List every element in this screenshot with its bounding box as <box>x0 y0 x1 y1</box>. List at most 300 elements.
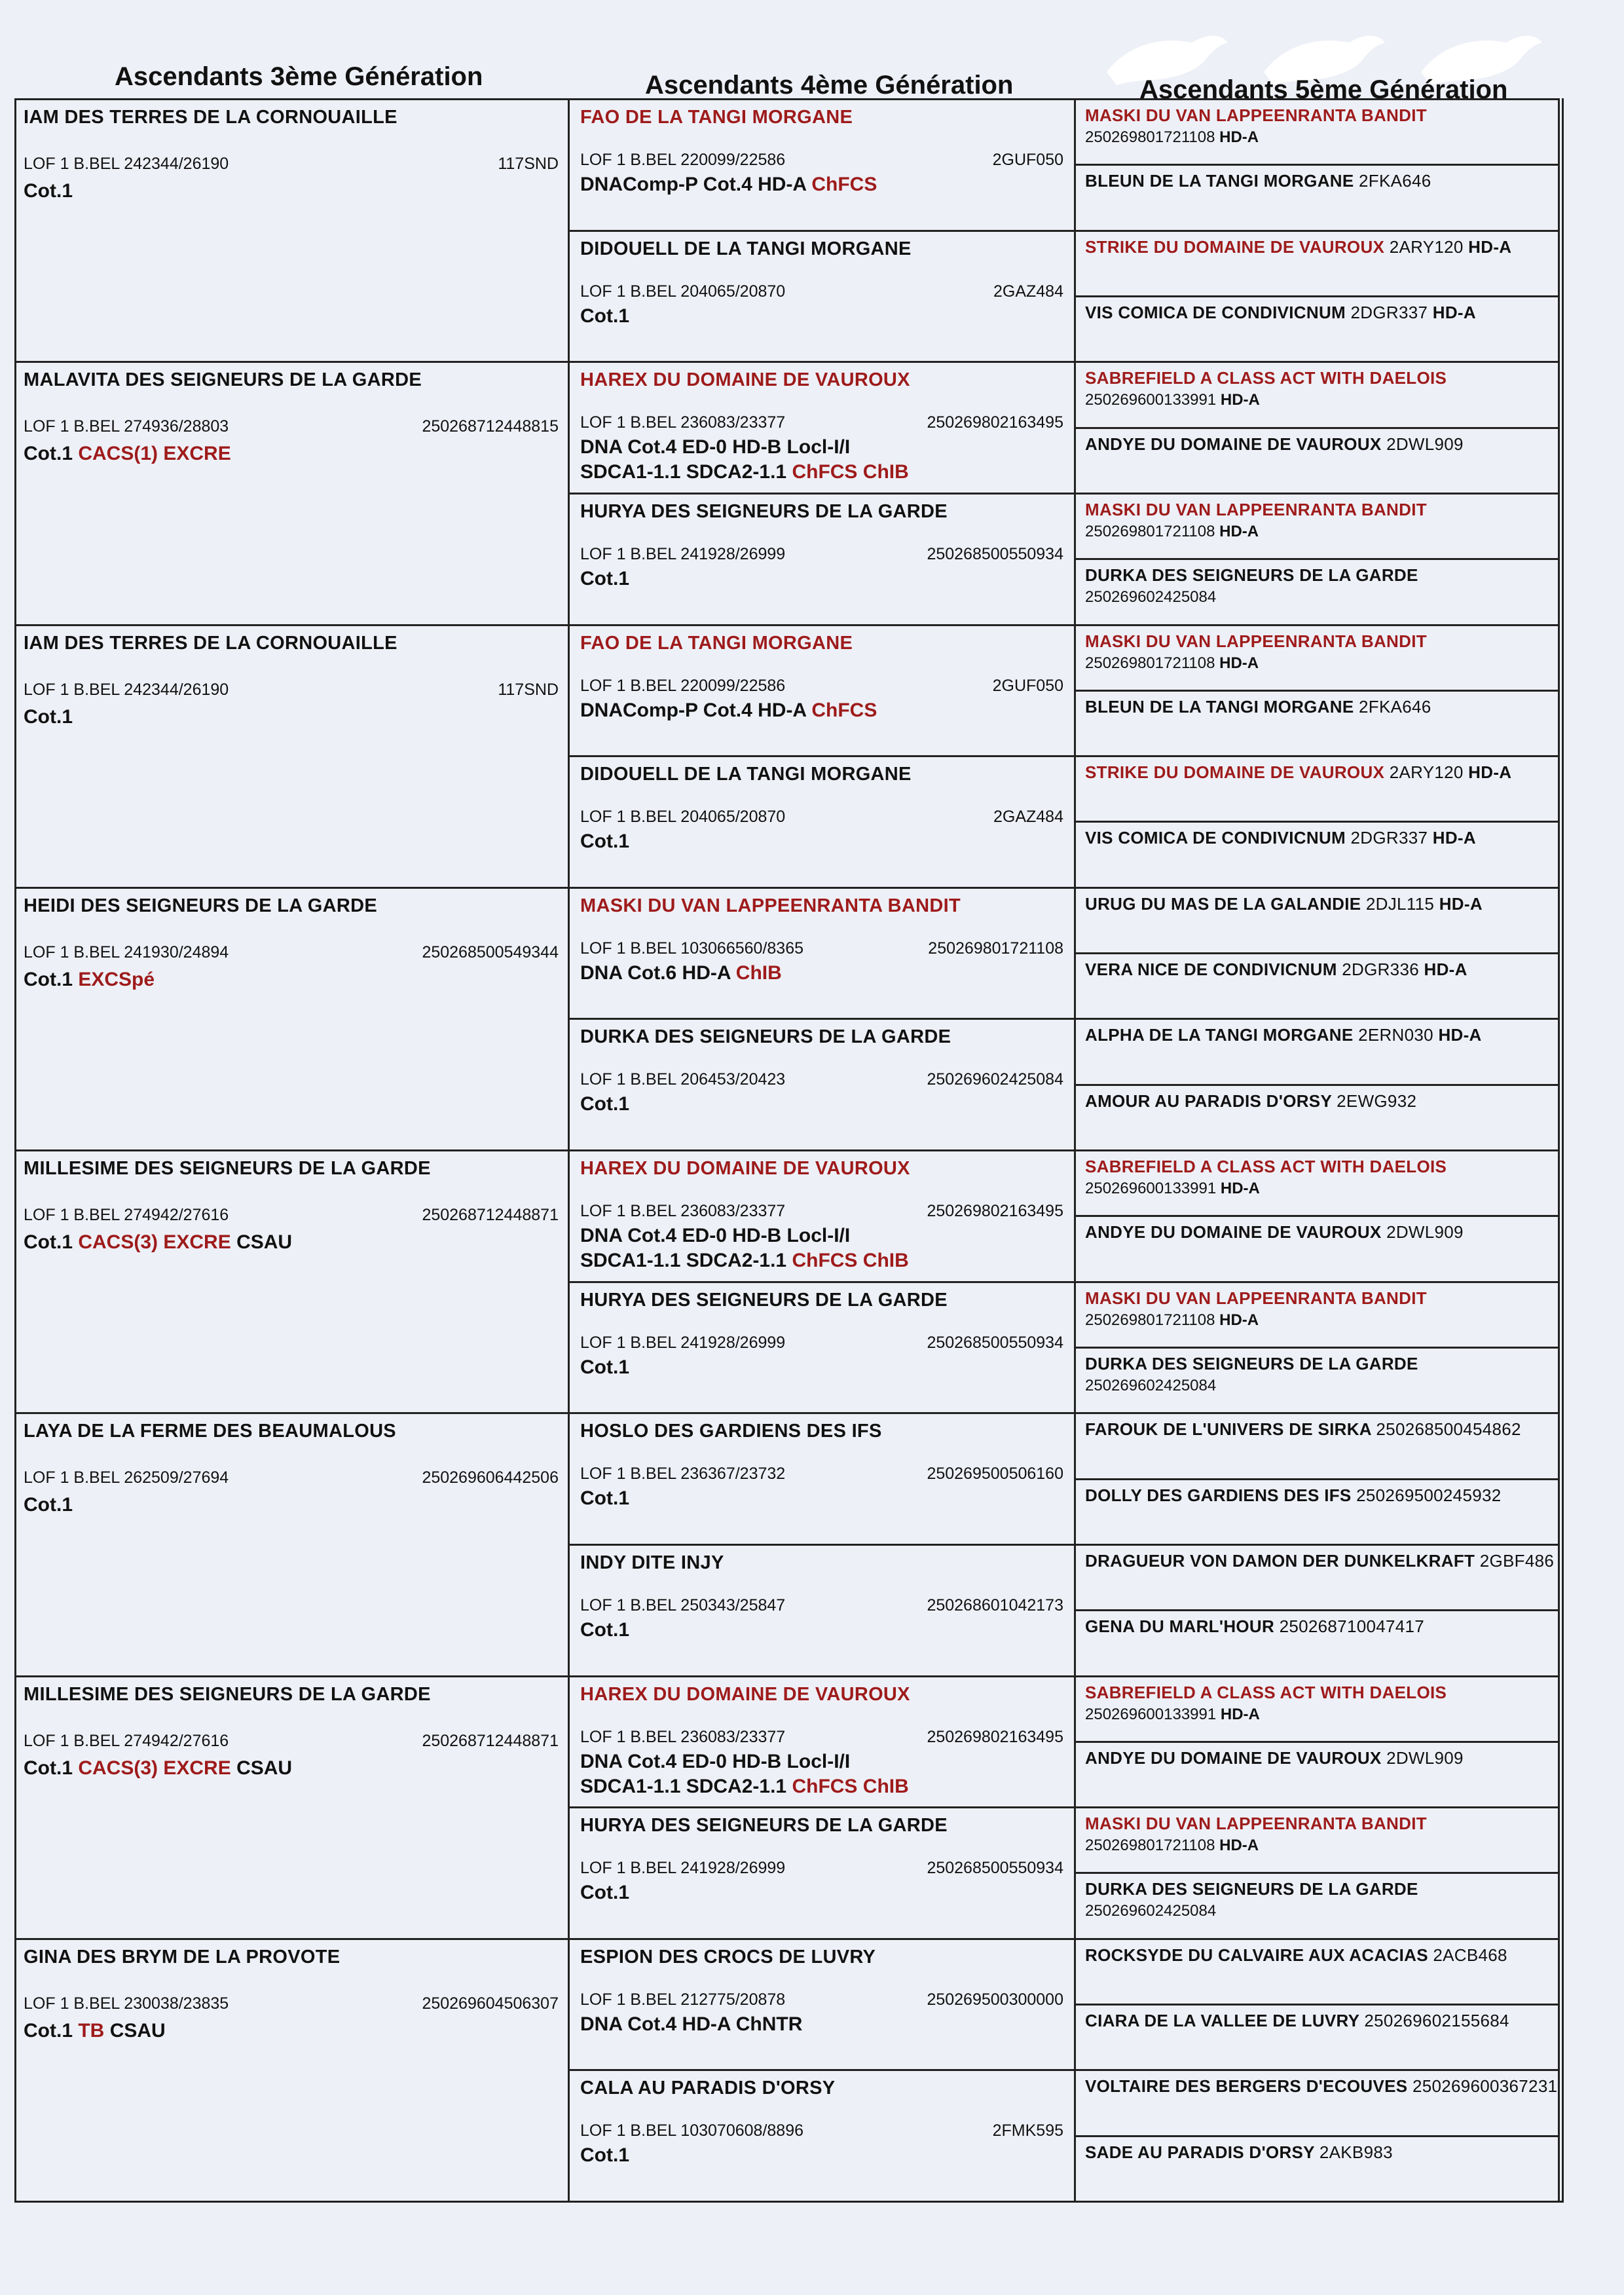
extra-award: CSAU <box>236 1231 293 1253</box>
gen3-cell <box>14 1675 570 1938</box>
dog-name: DURKA DES SEIGNEURS DE LA GARDE <box>1085 1879 1418 1899</box>
identification: 250269500506160 <box>927 1465 1063 1483</box>
dog-name-line <box>1085 1025 1549 1045</box>
health-results: Cot.1 <box>580 1882 629 1904</box>
dog-name: MASKI DU VAN LAPPEENRANTA BANDIT <box>1085 1288 1427 1308</box>
gen4-cell <box>570 2069 1074 2201</box>
health-results: DNA Cot.4 ED-0 HD-B Locl-I/I <box>580 1225 851 1246</box>
registration-line <box>580 282 1063 301</box>
lof-number: LOF 1 B.BEL 204065/20870 <box>580 282 786 301</box>
gen5-cell <box>1074 1347 1560 1412</box>
identification: 2ARY120 <box>1389 236 1464 257</box>
identification: 250269602425084 <box>1085 1376 1217 1394</box>
gen5-cell <box>1074 952 1560 1018</box>
gen5-cell <box>1074 690 1560 755</box>
dog-name: BLEUN DE LA TANGI MORGANE <box>1085 171 1354 191</box>
cotation: Cot.1 <box>24 1757 73 1779</box>
sub-line <box>1085 391 1549 409</box>
identification: 250269500245932 <box>1356 1485 1502 1505</box>
cotation: Cot.1 <box>24 2019 73 2042</box>
identification: 2DWL909 <box>1386 434 1464 454</box>
health-results: Cot.1 <box>580 1487 629 1510</box>
awards: ChFCS ChIB <box>792 1775 909 1797</box>
lof-number: LOF 1 B.BEL 274942/27616 <box>24 1731 229 1750</box>
gen5-cell <box>1074 164 1560 229</box>
registration-line <box>580 2121 1063 2140</box>
hip-score: HD-A <box>1219 654 1259 672</box>
registration-line <box>580 1465 1063 1483</box>
hip-score: HD-A <box>1220 1705 1260 1723</box>
titles-line <box>580 174 1063 196</box>
header-gen4: Ascendants 4ème Génération <box>645 71 1014 100</box>
dog-name-line <box>1085 500 1549 520</box>
lof-number: LOF 1 B.BEL 241928/26999 <box>580 1859 786 1878</box>
identification: 2AKB983 <box>1319 2142 1393 2162</box>
dog-name-line <box>1085 2076 1558 2097</box>
gen5-cell <box>1074 1741 1560 1806</box>
dog-name-line <box>1085 1683 1549 1703</box>
titles-line <box>24 1231 559 1254</box>
dog-name-line <box>1085 565 1549 586</box>
identification: 2ACB468 <box>1433 1945 1507 1965</box>
registration-line <box>24 1732 559 1751</box>
dog-name-line <box>1085 2011 1549 2031</box>
dog-name: FAO DE LA TANGI MORGANE <box>580 107 853 128</box>
registration-line <box>580 1728 1063 1747</box>
identification: 250269802163495 <box>927 1727 1063 1746</box>
identification: 250268500550934 <box>927 1859 1063 1878</box>
identification: 2DWL909 <box>1386 1747 1464 1768</box>
dog-name-line <box>1085 1091 1549 1111</box>
dog-name: URUG DU MAS DE LA GALANDIE <box>1085 893 1361 914</box>
hip-score: HD-A <box>1468 236 1512 257</box>
dog-name: SABREFIELD A CLASS ACT WITH DAELOIS <box>1085 1682 1447 1702</box>
lof-number: LOF 1 B.BEL 262509/27694 <box>24 1468 229 1487</box>
gen5-cell <box>1074 1872 1560 1937</box>
titles-line-2 <box>580 1250 1063 1272</box>
dog-name: DIDOUELL DE LA TANGI MORGANE <box>580 764 912 785</box>
identification: 250269602155684 <box>1364 2011 1509 2031</box>
gen3-cell <box>14 887 570 1149</box>
health-results: Cot.1 <box>580 1356 629 1378</box>
lof-number: LOF 1 B.BEL 220099/22586 <box>580 151 786 169</box>
gen4-cell <box>570 624 1074 756</box>
dog-name: FAO DE LA TANGI MORGANE <box>580 632 853 654</box>
dog-name: SABREFIELD A CLASS ACT WITH DAELOIS <box>1085 368 1447 388</box>
lof-number: LOF 1 B.BEL 274936/28803 <box>24 417 229 436</box>
awards: ChFCS <box>811 699 877 721</box>
gen4-cell <box>570 755 1074 887</box>
titles-line <box>24 706 559 728</box>
lof-number: LOF 1 B.BEL 236083/23377 <box>580 1202 786 1220</box>
dog-name-line <box>1085 762 1549 783</box>
dog-name: MASKI DU VAN LAPPEENRANTA BANDIT <box>1085 105 1427 125</box>
dog-name: MASKI DU VAN LAPPEENRANTA BANDIT <box>1085 631 1427 651</box>
health-results: DNAComp-P Cot.4 HD-A <box>580 174 806 195</box>
cotation: Cot.1 <box>24 968 73 990</box>
titles-line <box>580 1487 1063 1510</box>
dog-name-line <box>1085 368 1549 388</box>
lof-number: LOF 1 B.BEL 274942/27616 <box>24 1206 229 1224</box>
dog-name: CALA AU PARADIS D'ORSY <box>580 2078 836 2099</box>
gen5-cell <box>1074 1478 1560 1544</box>
hip-score: HD-A <box>1432 302 1476 322</box>
dog-name-line <box>1085 631 1549 652</box>
dog-name: GINA DES BRYM DE LA PROVOTE <box>24 1946 341 1968</box>
gen4-cell <box>570 1675 1074 1807</box>
identification: 250269602425084 <box>1085 1902 1217 1920</box>
gen4-cell <box>570 1018 1074 1149</box>
dog-name: HEIDI DES SEIGNEURS DE LA GARDE <box>24 895 377 916</box>
gen4-cell <box>570 1412 1074 1544</box>
dog-name-line <box>1085 1222 1549 1242</box>
titles-line <box>580 1751 1063 1773</box>
hip-score: HD-A <box>1432 828 1476 848</box>
gen5-cell <box>1074 1149 1560 1215</box>
cotation: Cot.1 <box>24 705 73 728</box>
lof-number: LOF 1 B.BEL 236083/23377 <box>580 413 786 432</box>
identification: 2GUF050 <box>992 676 1063 695</box>
dog-name-line <box>1085 894 1549 914</box>
sub-line <box>1085 1706 1549 1724</box>
lof-number: LOF 1 B.BEL 230038/23835 <box>24 1994 229 2013</box>
gen5-cell <box>1074 230 1560 295</box>
titles-line-2 <box>580 461 1063 483</box>
gen5-cell <box>1074 1412 1560 1478</box>
lof-number: LOF 1 B.BEL 242344/26190 <box>24 155 229 173</box>
gen5-cell <box>1074 1806 1560 1872</box>
registration-line <box>24 943 559 962</box>
gen4-cell <box>570 1938 1074 2070</box>
titles-line <box>580 305 1063 327</box>
hip-score: HD-A <box>1424 960 1467 980</box>
dog-name: VIS COMICA DE CONDIVICNUM <box>1085 828 1346 848</box>
gen5-cell <box>1074 1609 1560 1675</box>
gen4-cell <box>570 361 1074 493</box>
identification: 2GAZ484 <box>993 282 1063 301</box>
titles-line <box>580 1619 1063 1641</box>
identification: 250269500300000 <box>927 1990 1063 2009</box>
gen4-cell <box>570 98 1074 230</box>
health-results: Cot.1 <box>580 1618 629 1641</box>
health-results: DNA Cot.4 ED-0 HD-B Locl-I/I <box>580 436 851 458</box>
gen5-cell <box>1074 1215 1560 1280</box>
gen5-cell <box>1074 2069 1560 2135</box>
genetic-results: SDCA1-1.1 SDCA2-1.1 <box>580 461 787 483</box>
dog-name: SADE AU PARADIS D'ORSY <box>1085 2142 1315 2162</box>
dog-name: VERA NICE DE CONDIVICNUM <box>1085 960 1337 980</box>
registration-line <box>580 939 1063 958</box>
header-gen5: Ascendants 5ème Génération <box>1139 75 1508 104</box>
dog-name-line <box>1085 697 1549 717</box>
registration-line <box>580 677 1063 696</box>
gen5-cell <box>1074 887 1560 952</box>
cotation: Cot.1 <box>24 443 73 465</box>
registration-line <box>580 545 1063 564</box>
lof-number: LOF 1 B.BEL 242344/26190 <box>24 680 229 699</box>
dog-name: MILLESIME DES SEIGNEURS DE LA GARDE <box>24 1158 431 1179</box>
lof-number: LOF 1 B.BEL 236367/23732 <box>580 1465 786 1483</box>
dog-name-line <box>1085 1748 1549 1768</box>
titles-line <box>580 1093 1063 1115</box>
titles-line <box>24 1494 559 1516</box>
dog-name-line <box>1085 237 1549 257</box>
identification: 2DGR337 <box>1350 828 1428 848</box>
identification: 250268500549344 <box>422 942 559 961</box>
dog-name-line <box>1085 1485 1549 1506</box>
dog-name: ANDYE DU DOMAINE DE VAUROUX <box>1085 1747 1382 1768</box>
registration-line <box>580 1334 1063 1353</box>
dog-name-line <box>1085 303 1549 323</box>
sub-line <box>1085 128 1549 147</box>
awards: CACS(3) EXCRE <box>78 1757 231 1779</box>
identification: 2FMK595 <box>992 2121 1063 2140</box>
identification: 250269600367231 <box>1412 2076 1558 2097</box>
registration-line <box>580 1596 1063 1615</box>
awards: ChFCS ChIB <box>792 461 909 483</box>
lof-number: LOF 1 B.BEL 241928/26999 <box>580 1333 786 1352</box>
gen5-cell <box>1074 821 1560 886</box>
titles-line <box>580 830 1063 853</box>
titles-line <box>24 969 559 991</box>
dog-name: INDY DITE INJY <box>580 1552 724 1573</box>
identification: 250269801721108 <box>1085 654 1215 672</box>
identification: 2DJL115 <box>1365 893 1435 914</box>
dog-name-line <box>1085 1945 1549 1966</box>
gen3-cell <box>14 1149 570 1412</box>
identification: 250268601042173 <box>927 1595 1063 1614</box>
dog-name-line <box>1085 1288 1549 1309</box>
health-results: Cot.1 <box>580 567 629 589</box>
dog-name: MALAVITA DES SEIGNEURS DE LA GARDE <box>24 369 422 391</box>
sub-line <box>1085 654 1549 673</box>
dog-name-line <box>1085 960 1549 980</box>
registration-line <box>24 681 559 700</box>
gen3-cell <box>14 1412 570 1675</box>
titles-line <box>580 436 1063 458</box>
titles-line-2 <box>580 1776 1063 1798</box>
identification: 250268500550934 <box>927 544 1063 563</box>
titles-line <box>24 180 559 202</box>
gen4-cell <box>570 230 1074 362</box>
lof-number: LOF 1 B.BEL 103070608/8896 <box>580 2121 804 2140</box>
dog-name: MILLESIME DES SEIGNEURS DE LA GARDE <box>24 1683 431 1705</box>
genetic-results: SDCA1-1.1 SDCA2-1.1 <box>580 1775 787 1797</box>
gen5-cell <box>1074 755 1560 821</box>
health-results: DNA Cot.4 ED-0 HD-B Locl-I/I <box>580 1750 851 1772</box>
registration-line <box>580 151 1063 170</box>
titles-line <box>580 962 1063 984</box>
gen5-cell <box>1074 427 1560 493</box>
identification: 250269802163495 <box>927 1202 1063 1220</box>
identification: 250269801721108 <box>1085 1311 1215 1329</box>
gen4-cell <box>570 887 1074 1018</box>
dog-name-line <box>1085 828 1549 848</box>
awards: CACS(1) EXCRE <box>78 443 231 465</box>
hip-score: HD-A <box>1220 391 1260 409</box>
dog-name: ANDYE DU DOMAINE DE VAUROUX <box>1085 434 1382 454</box>
identification: 2EWG932 <box>1337 1091 1417 1111</box>
gen3-cell <box>14 1938 570 2201</box>
dog-name: ANDYE DU DOMAINE DE VAUROUX <box>1085 1222 1382 1242</box>
dog-name-line <box>1085 1419 1549 1440</box>
identification: 250269600133991 <box>1085 1705 1217 1723</box>
dog-name-line <box>1085 434 1549 455</box>
registration-line <box>24 1994 559 2013</box>
sub-line <box>1085 523 1549 541</box>
dog-name: CIARA DE LA VALLEE DE LUVRY <box>1085 2011 1359 2031</box>
health-results: Cot.1 <box>580 305 629 327</box>
gen3-cell <box>14 624 570 887</box>
lof-number: LOF 1 B.BEL 204065/20870 <box>580 808 786 827</box>
identification: 117SND <box>498 680 559 699</box>
registration-line <box>24 155 559 174</box>
lof-number: LOF 1 B.BEL 206453/20423 <box>580 1070 786 1089</box>
health-results: Cot.1 <box>580 1093 629 1115</box>
awards: EXCSpé <box>78 968 155 990</box>
dog-name: HURYA DES SEIGNEURS DE LA GARDE <box>580 500 948 522</box>
dog-name: STRIKE DU DOMAINE DE VAUROUX <box>1085 762 1385 783</box>
titles-line <box>580 2013 1063 2036</box>
gen3-cell <box>14 361 570 624</box>
dog-name: ROCKSYDE DU CALVAIRE AUX ACACIAS <box>1085 1945 1428 1965</box>
gen5-cell <box>1074 624 1560 690</box>
identification: 2ARY120 <box>1389 762 1464 783</box>
health-results: DNA Cot.4 HD-A ChNTR <box>580 2013 803 2035</box>
registration-line <box>580 808 1063 827</box>
dog-name-line <box>1085 171 1549 191</box>
hip-score: HD-A <box>1468 762 1512 783</box>
dog-name: HURYA DES SEIGNEURS DE LA GARDE <box>580 1289 948 1311</box>
titles-line <box>24 1757 559 1780</box>
identification: 250269604506307 <box>422 1994 559 2013</box>
dog-name-line <box>1085 1550 1555 1571</box>
gen5-cell <box>1074 2135 1560 2201</box>
gen5-cell <box>1074 361 1560 426</box>
health-results: Cot.1 <box>580 2144 629 2167</box>
health-results: DNA Cot.6 HD-A <box>580 961 731 984</box>
sub-line <box>1085 1837 1549 1855</box>
identification: 2ERN030 <box>1358 1025 1433 1045</box>
dog-name: LAYA DE LA FERME DES BEAUMALOUS <box>24 1421 396 1442</box>
header-gen3: Ascendants 3ème Génération <box>115 62 483 91</box>
identification: 117SND <box>498 155 559 173</box>
registration-line <box>580 1070 1063 1089</box>
identification: 250268500550934 <box>927 1333 1063 1352</box>
identification: 2DWL909 <box>1386 1222 1464 1242</box>
identification: 250269606442506 <box>422 1468 559 1487</box>
identification: 250268712448871 <box>422 1206 559 1224</box>
identification: 250269600133991 <box>1085 391 1217 409</box>
dog-name: MASKI DU VAN LAPPEENRANTA BANDIT <box>1085 499 1427 519</box>
awards: CACS(3) EXCRE <box>78 1231 231 1253</box>
dog-name-line <box>1085 1157 1549 1177</box>
sub-line <box>1085 1180 1549 1198</box>
awards: TB <box>78 2019 105 2042</box>
dog-name: DURKA DES SEIGNEURS DE LA GARDE <box>580 1026 951 1048</box>
gen5-cell <box>1074 98 1560 164</box>
registration-line <box>24 417 559 436</box>
identification: 250269801721108 <box>1085 1837 1215 1855</box>
gen4-cell <box>570 493 1074 624</box>
dog-name: AMOUR AU PARADIS D'ORSY <box>1085 1091 1332 1111</box>
titles-line <box>580 1225 1063 1247</box>
identification: 2DGR337 <box>1350 302 1428 322</box>
hip-score: HD-A <box>1438 1025 1482 1045</box>
identification: 2DGR336 <box>1342 960 1419 980</box>
awards: ChIB <box>735 961 782 984</box>
titles-line <box>580 700 1063 722</box>
identification: 250268710047417 <box>1279 1616 1425 1637</box>
dog-name: FAROUK DE L'UNIVERS DE SIRKA <box>1085 1419 1371 1440</box>
health-results: Cot.1 <box>580 830 629 853</box>
gen5-cell <box>1074 558 1560 624</box>
lof-number: LOF 1 B.BEL 220099/22586 <box>580 676 786 695</box>
sub-line <box>1085 588 1549 606</box>
hip-score: HD-A <box>1439 893 1483 914</box>
dog-name-line <box>1085 2142 1549 2163</box>
titles-line <box>580 2144 1063 2167</box>
dog-name: DIDOUELL DE LA TANGI MORGANE <box>580 238 912 259</box>
sub-line <box>1085 1311 1549 1330</box>
lof-number: LOF 1 B.BEL 212775/20878 <box>580 1990 786 2009</box>
dog-name: DOLLY DES GARDIENS DES IFS <box>1085 1485 1352 1505</box>
dog-name: HAREX DU DOMAINE DE VAUROUX <box>580 369 910 391</box>
gen4-cell <box>570 1544 1074 1675</box>
identification: 250269600133991 <box>1085 1180 1217 1197</box>
identification: 250269602425084 <box>1085 588 1217 606</box>
sub-line <box>1085 1902 1549 1920</box>
identification: 250269801721108 <box>1085 522 1215 540</box>
identification: 2FKA646 <box>1359 171 1431 191</box>
awards: ChFCS ChIB <box>792 1250 909 1271</box>
hip-score: HD-A <box>1219 1837 1259 1855</box>
identification: 250268712448871 <box>422 1731 559 1750</box>
dog-name-line <box>1085 1814 1549 1834</box>
dog-name-line <box>1085 105 1549 126</box>
dog-name: HAREX DU DOMAINE DE VAUROUX <box>580 1683 910 1705</box>
gen5-cell <box>1074 493 1560 558</box>
dog-name: HAREX DU DOMAINE DE VAUROUX <box>580 1158 910 1179</box>
cotation: Cot.1 <box>24 1494 73 1516</box>
lof-number: LOF 1 B.BEL 236083/23377 <box>580 1727 786 1746</box>
titles-line <box>580 1356 1063 1379</box>
dog-name: ALPHA DE LA TANGI MORGANE <box>1085 1025 1354 1045</box>
titles-line <box>580 568 1063 590</box>
gen5-cell <box>1074 1018 1560 1083</box>
identification: 2GBF486 <box>1479 1550 1555 1571</box>
dog-name: DURKA DES SEIGNEURS DE LA GARDE <box>1085 565 1418 586</box>
dog-name: DRAGUEUR VON DAMON DER DUNKELKRAFT <box>1085 1550 1475 1571</box>
gen5-cell <box>1074 1675 1560 1741</box>
registration-line <box>580 1859 1063 1878</box>
dog-name: STRIKE DU DOMAINE DE VAUROUX <box>1085 236 1385 257</box>
cotation: Cot.1 <box>24 180 73 202</box>
identification: 250269801721108 <box>1085 128 1215 146</box>
gen5-cell <box>1074 295 1560 361</box>
extra-award: CSAU <box>109 2019 166 2042</box>
dog-name: MASKI DU VAN LAPPEENRANTA BANDIT <box>1085 1814 1427 1834</box>
gen4-cell <box>570 1806 1074 1938</box>
dog-name: BLEUN DE LA TANGI MORGANE <box>1085 696 1354 717</box>
lof-number: LOF 1 B.BEL 250343/25847 <box>580 1595 786 1614</box>
dog-name: HOSLO DES GARDIENS DES IFS <box>580 1421 882 1442</box>
identification: 250268712448815 <box>422 417 559 436</box>
registration-line <box>580 413 1063 432</box>
lof-number: LOF 1 B.BEL 103066560/8365 <box>580 939 804 958</box>
gen5-cell <box>1074 1084 1560 1149</box>
titles-line <box>24 443 559 465</box>
